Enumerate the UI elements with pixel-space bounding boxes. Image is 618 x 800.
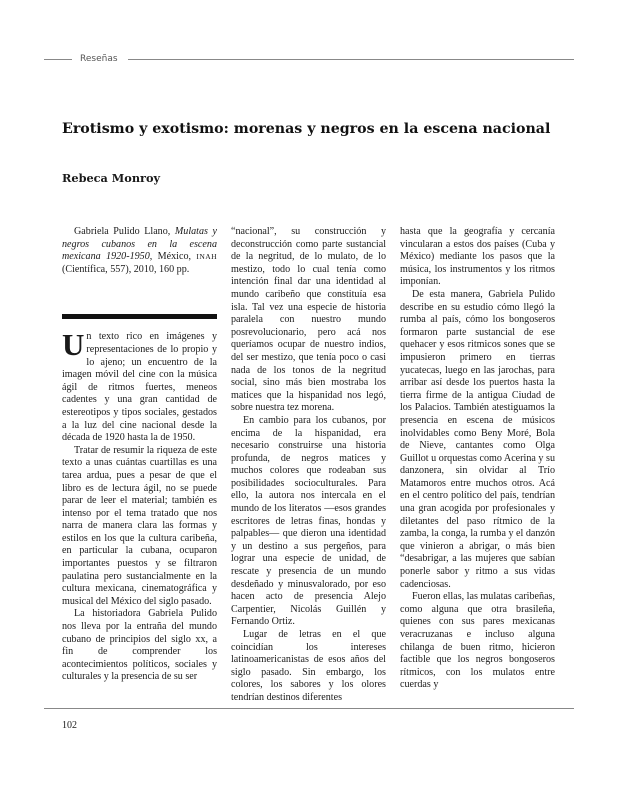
drop-cap: U: [62, 327, 85, 363]
paragraph: Fueron ellas, las mulatas caribeñas, como alguna que otra brasileña, quienes con sus pares mexicanas veracruzanas e incluso alguna chilanga de buen ritmo, hicieron factible que los negros bongoseros rítmicos, con los mulatos entre cuerdas y: [400, 591, 555, 691]
book-publisher-inah: INAH: [196, 252, 217, 262]
paragraph-text: n texto rico en imágenes y representaciones de lo propio y lo ajeno; un encuentro de la imagen móvil del cine con la música ágil de ritmos fuertes, meneos cadentes y una gran cantidad de estereotipos y tipos sociales, gestados a la luz del cine nacional desde la década de 1920 hasta la de 1950.: [62, 331, 217, 444]
header-rule-left: [44, 59, 72, 60]
column-2: [231, 226, 386, 705]
book-author: Gabriela Pulido Llano,: [74, 226, 171, 237]
book-reference: [62, 226, 217, 276]
column-3: [400, 226, 555, 692]
footer-rule: [44, 708, 574, 709]
header-rule-right: [128, 59, 574, 60]
author-name: Rebeca Monroy: [62, 171, 161, 185]
section-divider: [62, 314, 217, 319]
section-header: [44, 52, 574, 66]
paragraph: Lugar de letras en el que coincidían los intereses latinoamericanistas de esos años del siglo pasado. Sin embargo, los colores, los sabores y los olores tendrían destinos diferentes: [231, 629, 386, 703]
book-title: Mulatas y negros cubanos en la escena mexicana 1920-1950: [62, 226, 217, 263]
book-publisher-b: (Científica, 557), 2010, 160 pp.: [62, 263, 190, 275]
paragraph: De esta manera, Gabriela Pulido describe en su estudio cómo llegó la rumba al país, cómo los bongoseros formaron parte sustancial de ese quehacer y esos ritmicos sones que se impusieron primero en tierras yucatecas, luego en las jarochas, para arribar así desde los puertos hasta la tierra firme de la antigua Ciudad de los Palacios. También atestiguamos la presencia en escena de músicos inolvidables como Beny Moré, Bola de Nieve, cantantes como Olga Guillot u orquestas como Acerina y su danzonera, sin olvidar al Trío Matamoros entre muchos otros. Acá en el centro político del país, tendrían una gran acogida por profesionales y diletantes del paso rítmico de la zamba, la conga, la rumba y el danzón que vinieron a abrigar, o más bien “desabrigar, a las mujeres que sabían ponerle sabor y ritmo a sus vidas cadenciosas.: [400, 288, 555, 590]
book-publisher-a: , México,: [149, 251, 197, 263]
paragraph: hasta que la geografía y cercanía vincularan a estos dos países (Cuba y México) mediante los pasos que la música, los instrumentos y los ritmos imponían.: [400, 226, 555, 288]
page-number: 102: [62, 720, 77, 731]
paragraph: “nacional”, su construcción y deconstrucción como parte sustancial de la negritud, de lo mulato, de lo mestizo, todo lo cual tenía como intención final dar una identidad al mundo caribeño que constituía esa isla. Tal vez una especie de historia paralela con nuestro mundo posrevolucionario, pero acá nos queríamos ocupar de nuestro indios, del ser mestizo, que tenía poco o casi nada de los tonos de la negritud social, sino más bien mostraba los matices que la hispanidad nos legó, sobre nuestra tez morena.: [231, 226, 386, 414]
section-label: Reseñas: [80, 54, 118, 64]
article-body: [62, 226, 558, 703]
article-title: Erotismo y exotismo: morenas y negros en la escena nacional: [62, 121, 551, 137]
column-1: [62, 226, 217, 684]
paragraph: Tratar de resumir la riqueza de este texto a unas cuántas cuartillas es una tarea ardua, pues a pesar de que el libro es de lectura ágil, no se puede parar de leer el material; también es intenso por el tema tratado que nos narra de manera clara las formas y estilos en los que la cultura caribeña, en particular la cubana, ocuparon importantes puestos y se filtraron paulatina pero sustancialmente en la cultura mexicana, cinematográfica y musical del México del siglo pasado.: [62, 444, 217, 607]
paragraph: En cambio para los cubanos, por encima de la hispanidad, era necesario construirse una historia profunda, de negros matices y muchos colores que rodeaban sus posibilidades socioculturales. Para ello, la autora nos intercala en el mundo de los literatos —esos grandes escritores de letras finas, hondas y palpables— que dieron una identidad y un destino a sus pergeños, para lograr una especie de unidad, de rescate y presencia de un mundo desdeñado y minusvalorado, por eso hacen acto de presencia Alejo Carpentier, Nicolás Guillén y Fernando Ortiz.: [231, 414, 386, 628]
paragraph: [62, 327, 217, 444]
paragraph: La historiadora Gabriela Pulido nos lleva por la entraña del mundo cubano de principios del siglo xx, a fin de comprender los acontecimientos políticos, sociales y culturales y la presencia de su ser: [62, 608, 217, 683]
